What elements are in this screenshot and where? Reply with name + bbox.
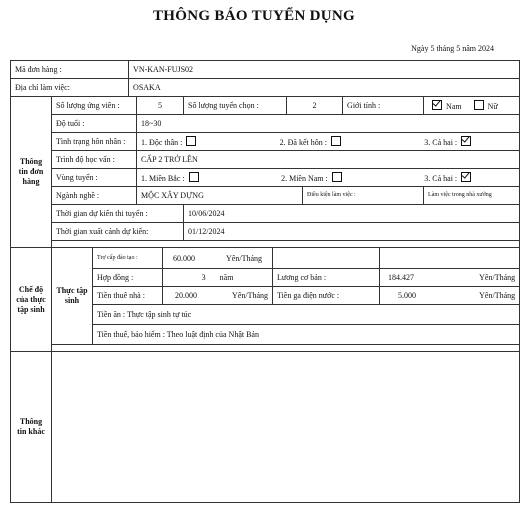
departure-value: 01/12/2024 [184,223,520,241]
order-info-section: Thông tin đơn hàng [11,97,52,248]
salary-value: 184.427 [388,273,415,282]
marital-both-checkbox[interactable] [461,136,471,146]
spacer-row-2 [52,345,520,352]
condition-value: Làm việc trong nhà xưởng [424,187,520,205]
exam-label: Thời gian dự kiến thi tuyển : [52,205,184,223]
selected-label: Số lượng tuyển chọn : [184,97,287,115]
spacer-row [52,241,520,248]
utility-label: Tiền ga điện nước : [273,287,380,305]
tax-info: Tiền thuế, bảo hiểm : Theo luật định của Nhật Bản [93,325,520,345]
departure-label: Thời gian xuất cảnh dự kiến: [52,223,184,241]
allowance-extra-1 [273,248,380,269]
allowance-extra-2 [380,248,520,269]
age-value: 18~30 [137,115,520,133]
contract-cell [163,269,273,287]
male-label: Nam [446,102,462,111]
salary-label: Lương cơ bản : [273,269,380,287]
region-north-label: 1. Miền Bắc : [141,174,185,183]
workplace-row [11,79,520,97]
marital-single-label: 1. Độc thân : [141,138,183,147]
workplace-value: OSAKA [129,79,520,97]
workplace-label: Địa chỉ làm việc: [11,79,129,97]
selected-value: 2 [287,97,343,115]
gender-options [424,97,520,115]
contract-label: Hợp đồng : [93,269,163,287]
job-label: Ngành nghề : [52,187,137,205]
education-label: Trình độ học vấn : [52,151,137,169]
allowance-value: 60.000 [173,253,196,263]
condition-label: Điều kiện làm việc : [303,187,424,205]
marital-married-label: 2. Đã kết hôn : [279,138,327,147]
rent-cell [163,287,273,305]
utility-unit: Yên/Tháng [479,291,516,300]
order-value: VN-KAN-FUJS02 [129,61,520,79]
job-value: MỘC XÂY DỰNG [137,187,303,205]
salary-cell [380,269,520,287]
male-checkbox[interactable] [432,100,442,110]
female-checkbox[interactable] [474,100,484,110]
page-title: THÔNG BÁO TUYỂN DỤNG [153,8,355,24]
other-info-section: Thông tin khác [11,352,52,503]
allowance-label: Trợ cấp đào tạo : [93,248,163,269]
salary-unit: Yên/Tháng [479,273,516,282]
region-north-checkbox[interactable] [189,172,199,182]
document-date: Ngày 5 tháng 5 năm 2024 [411,44,494,53]
recruitment-form [10,60,520,503]
region-options [137,169,520,187]
applicants-value: 5 [137,97,184,115]
rent-label: Tiền thuê nhà : [93,287,163,305]
gender-label: Giới tính : [343,97,424,115]
marital-options [137,133,520,151]
benefits-sub-section: Thực tập sinh [52,248,93,345]
benefits-section: Chế độ của thực tập sinh [11,248,52,352]
marital-single-checkbox[interactable] [186,136,196,146]
order-label: Mã đơn hàng : [11,61,129,79]
other-info-content [52,352,520,503]
marital-label: Tình trạng hôn nhân : [52,133,137,151]
region-both-label: 3. Cả hai : [424,174,458,183]
allowance-cell [163,248,273,269]
region-label: Vùng tuyển : [52,169,137,187]
female-label: Nữ [487,102,498,111]
utility-cell [380,287,520,305]
food-info: Tiền ăn : Thực tập sinh tự túc [93,305,520,325]
region-south-label: 2. Miền Nam : [281,174,328,183]
allowance-unit: Yên/Tháng [226,253,263,263]
applicants-label: Số lượng ứng viên : [52,97,137,115]
order-row [11,61,520,79]
utility-value: 5.000 [398,291,417,300]
region-both-checkbox[interactable] [461,172,471,182]
age-label: Độ tuổi : [52,115,137,133]
rent-unit: Yên/Tháng [232,291,269,300]
rent-value: 20.000 [175,291,198,300]
contract-value: 3 [201,273,206,282]
exam-value: 10/06/2024 [184,205,520,223]
marital-both-label: 3. Cả hai : [424,138,458,147]
education-value: CẤP 2 TRỞ LÊN [137,151,520,169]
marital-married-checkbox[interactable] [331,136,341,146]
region-south-checkbox[interactable] [332,172,342,182]
contract-unit: năm [219,273,234,282]
